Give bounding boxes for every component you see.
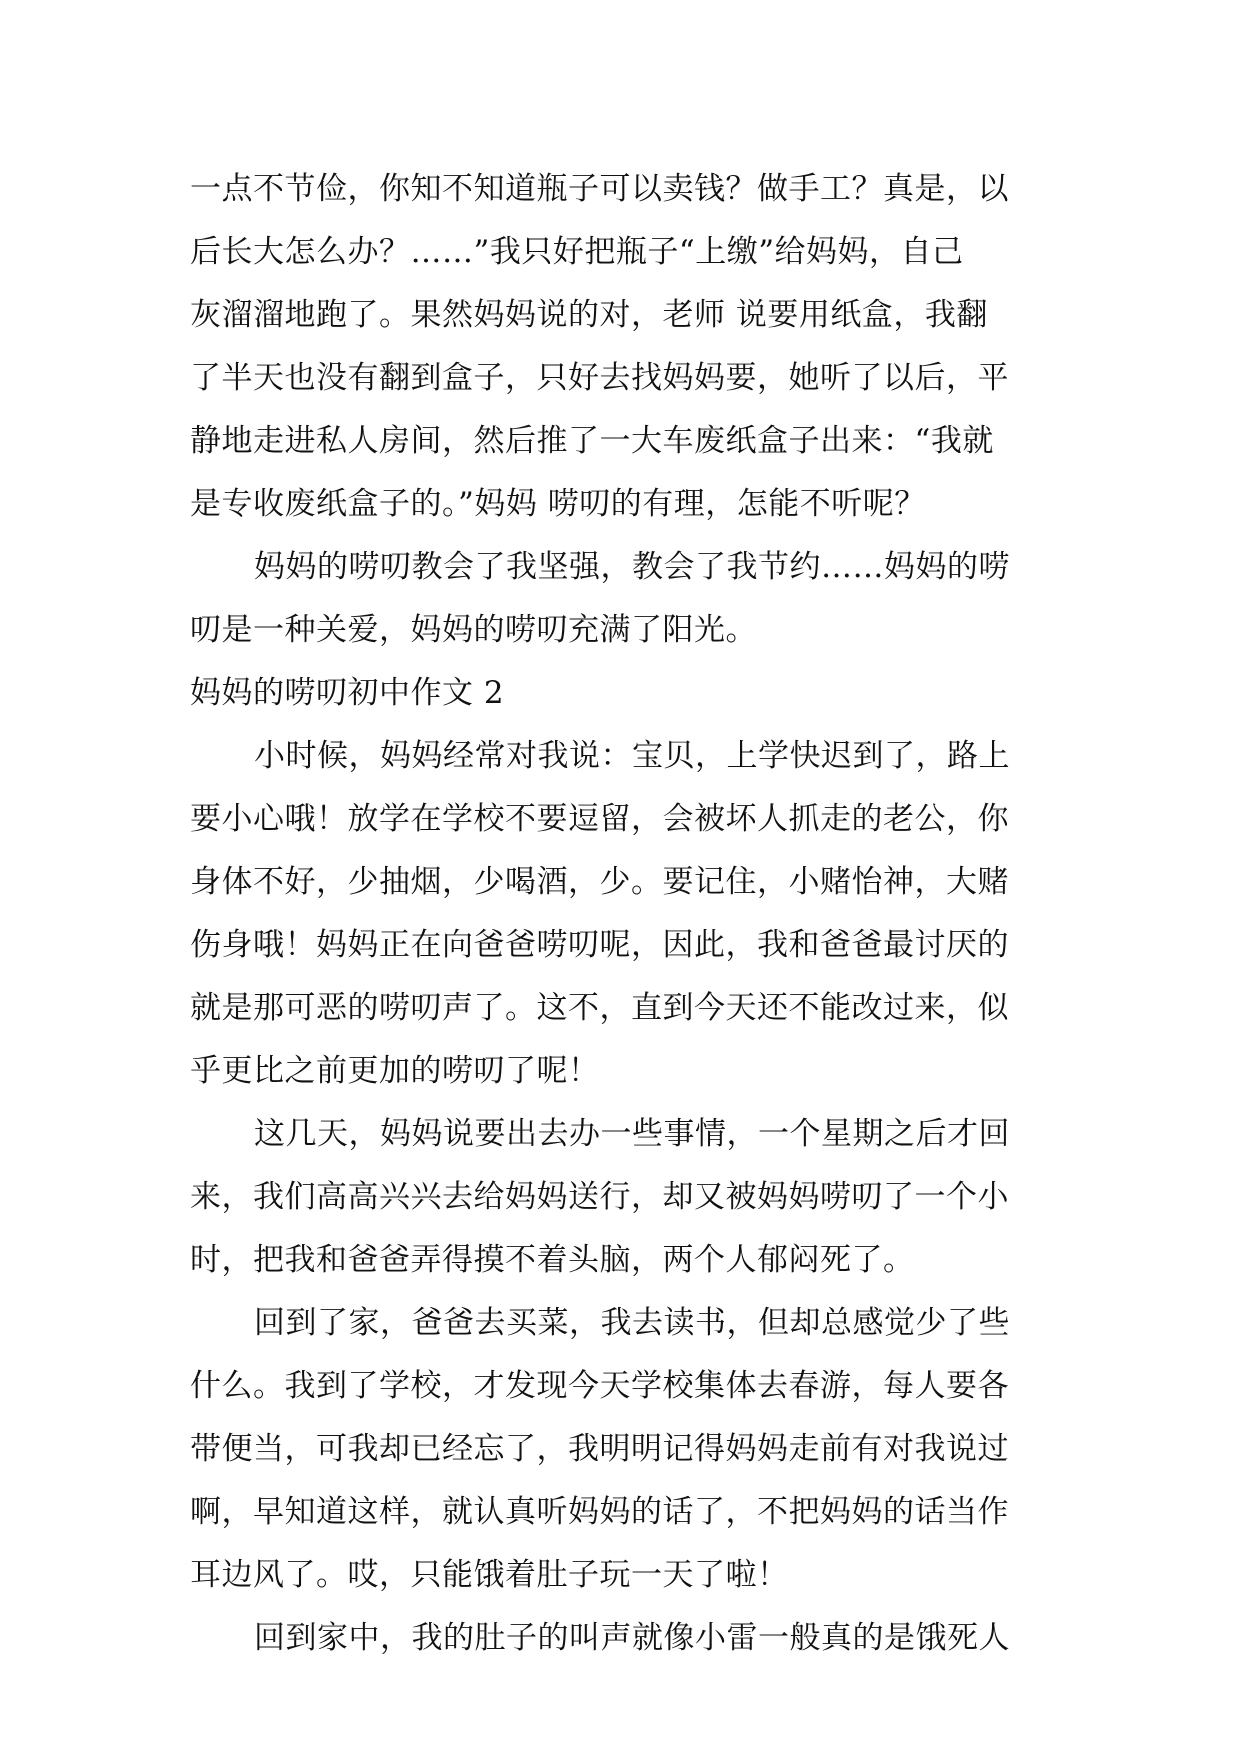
text-line: 妈妈的唠叨教会了我坚强，教会了我节约……妈妈的唠 bbox=[254, 549, 1010, 585]
text-line: 要小心哦！放学在学校不要逗留，会被坏人抓走的老公，你 bbox=[190, 801, 1009, 837]
text-line: 伤身哦！妈妈正在向爸爸唠叨呢，因此，我和爸爸最讨厌的 bbox=[190, 927, 1009, 963]
text-line: 来，我们高高兴兴去给妈妈送行，却又被妈妈唠叨了一个小 bbox=[190, 1179, 1009, 1215]
text-line: 这几天，妈妈说要出去办一些事情，一个星期之后才回 bbox=[254, 1116, 1010, 1152]
text-line: 乎更比之前更加的唠叨了呢！ bbox=[190, 1053, 600, 1089]
section-heading bbox=[190, 662, 1058, 725]
text-line: 了半天也没有翻到盒子，只好去找妈妈要，她听了以后，平 bbox=[190, 360, 1009, 396]
document-body bbox=[190, 158, 1058, 1670]
paragraph bbox=[190, 1607, 1058, 1670]
paragraph bbox=[190, 1103, 1058, 1292]
text-line: 身体不好，少抽烟，少喝酒，少。要记住，小赌怡神，大赌 bbox=[190, 864, 1009, 900]
text-line: 叨是一种关爱，妈妈的唠叨充满了阳光。 bbox=[190, 612, 757, 648]
paragraph bbox=[190, 536, 1058, 662]
text-line: 静地走进私人房间，然后推了一大车废纸盒子出来：“我就 bbox=[190, 423, 994, 459]
text-line: 是专收废纸盒子的。”妈妈 唠叨的有理，怎能不听呢？ bbox=[190, 486, 926, 522]
text-line: 带便当，可我却已经忘了，我明明记得妈妈走前有对我说过 bbox=[190, 1431, 1009, 1467]
text-line: 就是那可恶的唠叨声了。这不，直到今天还不能改过来，似 bbox=[190, 990, 1009, 1026]
text-line: 小时候，妈妈经常对我说：宝贝，上学快迟到了，路上 bbox=[254, 738, 1010, 774]
text-line: 啊，早知道这样，就认真听妈妈的话了，不把妈妈的话当作 bbox=[190, 1494, 1009, 1530]
text-line: 回到了家，爸爸去买菜，我去读书，但却总感觉少了些 bbox=[254, 1305, 1010, 1341]
text-line: 回到家中，我的肚子的叫声就像小雷一般真的是饿死人 bbox=[254, 1620, 1010, 1656]
text-line: 一点不节俭，你知不知道瓶子可以卖钱？做手工？真是，以 bbox=[190, 171, 1009, 207]
heading-text: 妈妈的唠叨初中作文 2 bbox=[190, 675, 505, 711]
paragraph bbox=[190, 1292, 1058, 1607]
text-line: 灰溜溜地跑了。果然妈妈说的对，老师 说要用纸盒，我翻 bbox=[190, 297, 988, 333]
text-line: 耳边风了。哎，只能饿着肚子玩一天了啦！ bbox=[190, 1557, 789, 1593]
text-line: 时，把我和爸爸弄得摸不着头脑，两个人郁闷死了。 bbox=[190, 1242, 915, 1278]
text-line: 什么。我到了学校，才发现今天学校集体去春游，每人要各 bbox=[190, 1368, 1009, 1404]
paragraph bbox=[190, 158, 1058, 536]
paragraph bbox=[190, 725, 1058, 1103]
text-line: 后长大怎么办？……”我只好把瓶子“上缴”给妈妈，自己 bbox=[190, 234, 964, 270]
